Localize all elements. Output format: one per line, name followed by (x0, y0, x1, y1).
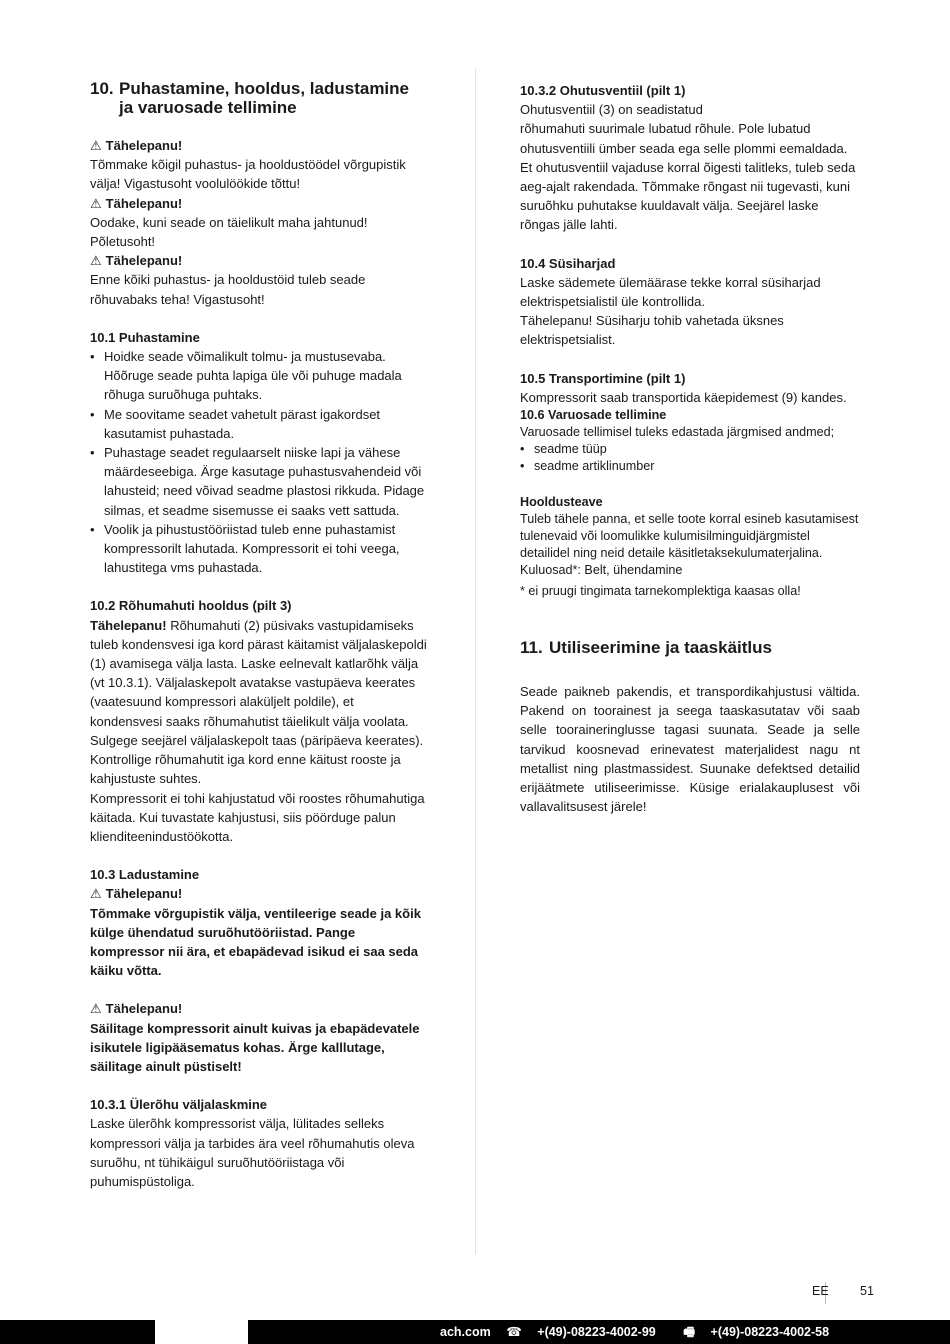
section-text: Tähelepanu! Süsiharju tohib vahetada üksnes elektrispetsialist. (520, 313, 784, 348)
list-item: • seadme artiklinumber (520, 458, 860, 475)
chapter-number: 10. (90, 79, 114, 98)
list-item: • seadme tüüp (520, 441, 860, 458)
warning-icon: ⚠ (90, 138, 102, 153)
column-divider (475, 68, 476, 1254)
right-column (520, 81, 860, 816)
section-10-3-1 (90, 1095, 428, 1191)
warning-icon: ⚠ (90, 253, 102, 269)
website-link[interactable]: ach.com (440, 1325, 491, 1339)
cleaning-list (90, 347, 428, 577)
warning-icon: ⚠ (90, 1001, 102, 1017)
section-text: Ohutusventiil (3) on seadistatud (520, 102, 703, 118)
section-10-3-2 (520, 81, 860, 235)
section-title: 10.3.1 Ülerõhu väljalaskmine (90, 1097, 268, 1113)
chapter-title: Utiliseerimine ja taaskäitlus (549, 638, 772, 658)
warning-icon: ⚠ (90, 195, 102, 211)
section-title: 10.1 Puhastamine (90, 329, 200, 345)
section-title: 10.5 Transportimine (pilt 1) (520, 370, 686, 386)
wear-parts: Kuluosad*: Belt, ühendamine (520, 563, 683, 578)
warning-text: Tõmmake võrgupistik välja, ventileerige seade ja kõik külge ühendatud suruõhutööriistad. Pange kompressor nii ära, et ebapädevad isikud ei saa seda käiku võtta. (90, 905, 421, 979)
section-text: Laske sädemete ülemäärase tekke korral süsiharjad elektrispetsialistil üle kontrollida. (520, 274, 821, 310)
section-10-2 (90, 596, 428, 846)
section-title: 10.4 Süsiharjad (520, 255, 616, 271)
fax-icon: 🖷 (683, 1325, 696, 1339)
footnote: * ei pruugi tingimata tarnekomplektiga kaasas olla! (520, 584, 801, 599)
page-number: 51 (860, 1284, 874, 1298)
left-column (90, 79, 428, 1191)
section-text: Kompressorit ei tohi kahjustatud või roostes rõhumahutiga käitada. Kui tuvastate kahjustusi, siis pöörduge palun klienditeenindustöökotta. (90, 790, 425, 844)
section-title: Hooldusteave (520, 495, 603, 510)
list-item: • Hoidke seade võimalikult tolmu- ja mustusevaba. Hõõruge seade puhta lapiga üle või puhuge madala rõhuga suruõhuga puhtaks. (90, 347, 428, 405)
contact-bar (0, 1320, 950, 1344)
fax-number: +(49)-08223-4002-58 (710, 1325, 830, 1339)
list-item: • Puhastage seadet regulaarselt niiske lapi ja vähese määrdeseebiga. Ärge kasutage puhastusvahendeid või lahusteid; need võivad seadme plastosi rikkuda. Pidage silmas, et seadme sisemusse ei saaks vett sattuda. (90, 443, 428, 520)
chapter-title: Puhastamine, hooldus, ladustamine ja varuosade tellimine (119, 79, 409, 117)
chapter-10-heading (90, 79, 428, 117)
section-text: Laske ülerõhk kompressorist välja, lülitades selleks kompressori välja ja tarbides ära veel rõhumahutis oleva suruõhu, nt tühikäigul suruõhutööriistaga või puhumispüstoliga. (90, 1116, 415, 1189)
section-title: 10.3 Ladustamine (90, 867, 200, 883)
order-data-list (520, 441, 860, 475)
country-code: EE (812, 1284, 829, 1298)
section-10-4 (520, 254, 860, 350)
section-10-3: 10.3 Ladustamine ⚠ Tähelepanu! Tõmmake võrgupistik välja, ventileerige seade ja kõik külge ühendatud suruõhutööriistad. Pange kompressor nii ära, et ebapädevad isikud ei saa seda käiku võtta. ⚠ Tähelepanu! Säilitage kompressorit ainult kuivas ja ebapädevatele isikutele ligipääsematus kohas. Ärge kalllutage, säilitage ainult püstiselt! (90, 865, 428, 1076)
warning-block-2: ⚠ Tähelepanu! Oodake, kuni seade on täielikult maha jahtunud! Põletusoht! (90, 195, 368, 250)
chapter-11-heading (520, 638, 860, 657)
section-text: Kompressorit saab transportida käepidemest (9) kandes. (520, 389, 847, 405)
section-10-6 (520, 407, 860, 475)
section-text: rõhumahuti suurimale lubatud rõhule. Pole lubatud ohutusventiili ümber seada ega selle plommi eemaldada. Et ohutusventiil vajaduse korral õigesti talitleks, tuleb seda aeg-ajalt rakendada. Tõmmake rõngast nii tugevasti, kuni suruõhku puhutakse kuuldavalt välja. Seejärel laske rõngas jälle lahti. (520, 121, 856, 233)
section-title: 10.2 Rõhumahuti hooldus (pilt 3) (90, 598, 292, 614)
warning-icon: ⚠ (90, 886, 102, 902)
warning-block-3: ⚠ Tähelepanu! Enne kõiki puhastus- ja hooldustöid tuleb seade rõhuvabaks teha! Vigastusoht! (90, 253, 366, 307)
phone-icon: ☎ (506, 1325, 522, 1339)
chapter-number: 11. (520, 638, 543, 658)
section-text: Tuleb tähele panna, et selle toote korral esineb kasutamisest tulenevaid või loomulikke kulumisilminguidjärgmistel detailidel ning neid detaile käsitletaksekulumaterjalina. (520, 512, 859, 561)
list-item: • Voolik ja pihustustööriistad tuleb enne puhastamist kompressorilt lahutada. Kompressorit ei tohi veega, lahustitega vms puhastada. (90, 520, 428, 578)
warning-block-1: ⚠ Tähelepanu! Tõmmake kõigil puhastus- ja hooldustöödel võrgupistik välja! Vigastusoht voolulöökide tõttu! (90, 138, 406, 192)
contact-info (440, 1323, 853, 1341)
logo-area (155, 1320, 248, 1344)
disposal-text: Seade paikneb pakendis, et transpordikahjustusi vältida. Pakend on toorainest ja seega taaskasutatav või saab selle tooraineringlusse tagasi suunata. Seade ja selle tarvikud koosnevad erinevatest materjalidest nagu nt metallist ning plastmassidest. Suunake defektsed detailid erijäätmete utiliseerimisse. Küsige erialakauplusest või vallavalitsusest järele! (520, 684, 860, 815)
phone-number: +(49)-08223-4002-99 (537, 1325, 656, 1339)
section-10-5 (520, 369, 860, 407)
warning-text: Säilitage kompressorit ainult kuivas ja ebapädevatele isikutele ligipääsematus kohas. Ärge kalllutage, säilitage ainult püstiselt! (90, 1020, 420, 1074)
section-10-1 (90, 328, 428, 578)
section-title: 10.3.2 Ohutusventiil (pilt 1) (520, 83, 686, 98)
section-text: Varuosade tellimisel tuleks edastada järgmised andmed; (520, 425, 835, 440)
service-info (520, 494, 860, 600)
section-text: Tähelepanu! Rõhumahuti (2) püsivaks vastupidamiseks tuleb kondensvesi iga kord pärast käitamist väljalaskepoldi (1) avamisega välja lasta. Laske eelnevalt katlarõhk välja (vt 10.3.1). Väljalaskepolt avatakse vastupäeva keerates (vaatesuund kompressori alaküljelt poldile), et kondensvesi saaks rõhumahutist täielikult välja voolata. Sulgege seejärel väljalaskepolt taas (päripäeva keerates). Kontrollige rõhumahutit iga kord enne käitust rooste ja kahjustuste suhtes. (90, 617, 427, 787)
list-item: • Me soovitame seadet vahetult pärast igakordset kasutamist puhastada. (90, 405, 428, 443)
section-title: 10.6 Varuosade tellimine (520, 408, 667, 423)
